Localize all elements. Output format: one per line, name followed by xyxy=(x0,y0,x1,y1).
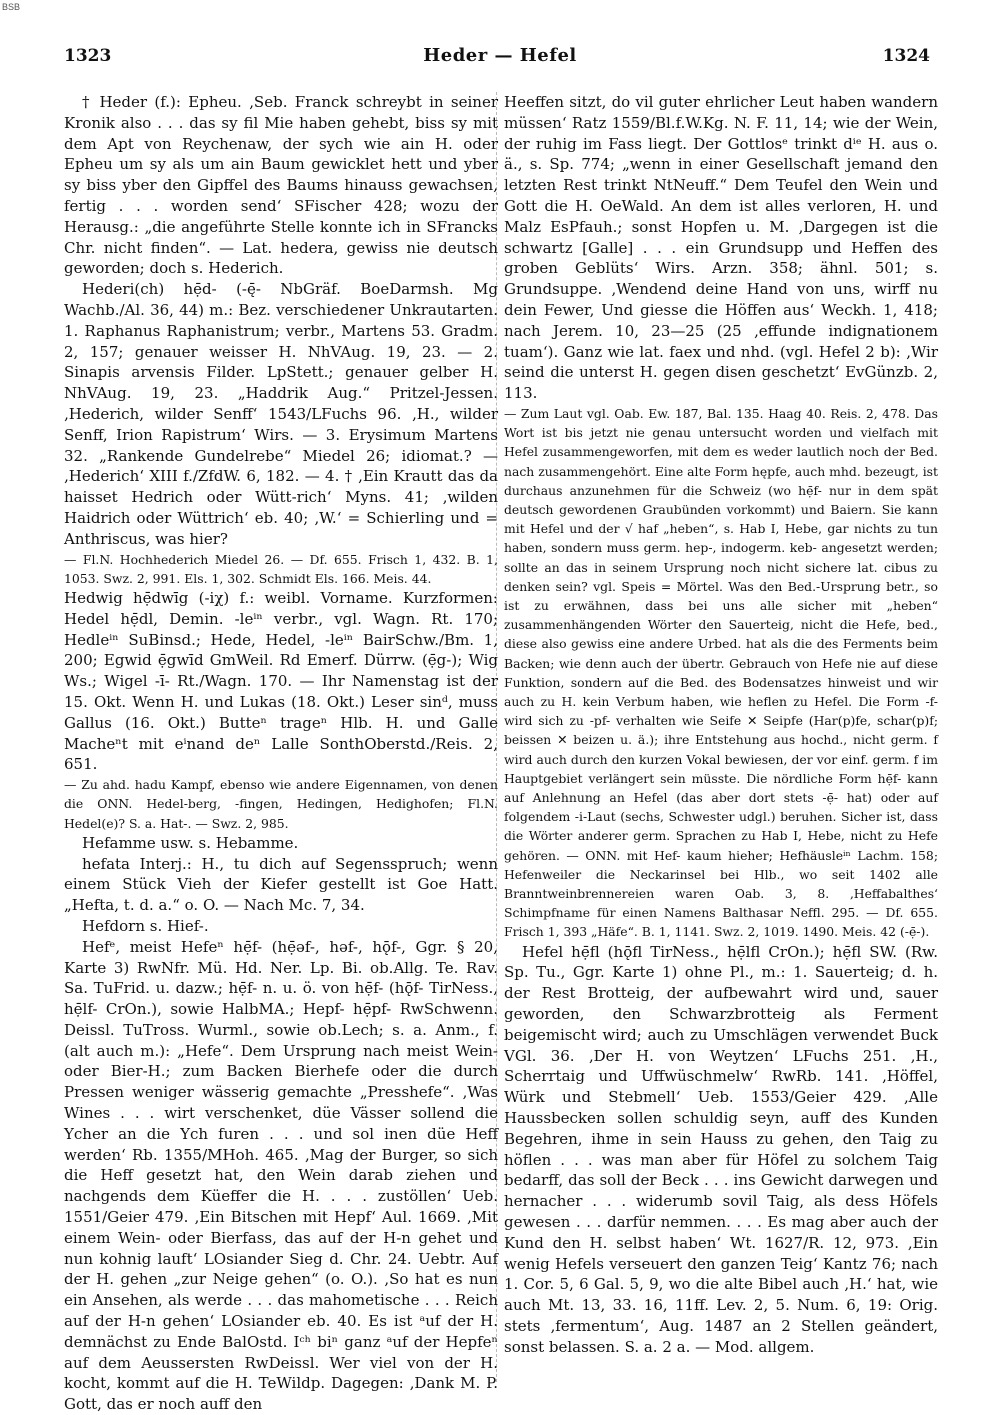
entry-hedwig: Hedwig hẹ̄dwīg (-iχ) f.: weibl. Vorname. Kurzformen: Hedel hẹ̄dl, Demin. -leⁱⁿ verbr., vgl. Wagn. Rt. 170; Hedleⁱⁿ SuBinsd.; Hede, Hedel, -leⁱⁿ BairSchw./Bm. 1, 200; Egwid ẹ̄gwīd GmWeil. Rd Emerf. Dürrw. (ẹ̄g-); Wig Ws.; Wigel -ī- Rt./Wagn. 170. — Ihr Namenstag ist der 15. Okt. Wenn H. und Lukas (18. Okt.) Leser sinᵈ, muss Gallus (16. Okt.) Butteⁿ trageⁿ Hlb. H. und Galle Macheⁿt mit eⁱnand deⁿ Lalle SonthOberstd./Reis. 2, 651. xyxy=(64,588,498,774)
entry-hefe: Hefᵉ, meist Hefeⁿ hẹ̄f- (hẹ̄əf-, həf-, hǭf-, Ggr. § 20, Karte 3) RwNfr. Mü. Hd. Ner. Lp. Bi. ob.Allg. Te. Rav. Sa. TuFrid. u. dazw.; hẹ̄f- n. u. ö. von hẹ̄f- (hǭf- TirNess., hẹ̄lf- CrOn.), sowie HalbMA.; Hepf- hẹ̄pf- RwSchwenn. Deissl. TuTross. Wurml., sowie ob.Lech; s. a. Anm., f. (alt auch m.): „Hefe“. Dem Ursprung nach meist Wein- oder Bier-H.; zum Backen Bierhefe oder die durch Pressen weniger wässerig gemachte „Presshefe“. ‚Was Wines . . . wirt verschenket, düe Vässer sollend die Ycher an die Ych furen . . . und sol inen düe Heff werden‘ Rb. 1355/MHoh. 465. ‚Mag der Burger, so sich die Heff gesetzt hat, den Wein darab ziehen und nachgends dem Küeffer die H. . . . zustöllen‘ Ueb. 1551/Geier 479. ‚Ein Bitschen mit Hepf‘ Aul. 1669. ‚Mit einem Wein- oder Bierfass, das auf der H-n gehet und nun kohnig lauft‘ LOsiander Sieg d. Chr. 24. Uebtr. Auf der H. gehen „zur Neige gehen“ (o. O.). ‚So hat es nun ein Ansehen, als werde . . . das mahometische . . . Reich auf der H-n gehen‘ LOsiander eb. 40. Es ist ᵃuf der H. demnächst zu Ende BalOstd. Iᶜʰ biⁿ ganz ᵃuf der Hepfeⁿ auf dem Aeussersten RwDeissl. Wer viel von der H. kocht, kommt auf die H. TeWildp. Dagegen: ‚Dank M. P. Gott, das er noch auff den xyxy=(64,937,498,1414)
entry-hefel: Hefel hẹ̄fl (hǭfl TirNess., hẹ̄lfl CrOn.); hẹ̄fl SW. (Rw. Sp. Tu., Ggr. Karte 1) ohne Pl., m.: 1. Sauerteig; d. h. der Rest Brotteig, der aufbewahrt wird und, sauer geworden, den Schwarzbrotteig als Ferment beigemischt wird; auch zu Umschlägen verwendet Buck VGl. 36. ‚Der H. von Weytzen‘ LFuchs 251. ‚H., Scherrtaig und Uffwüschmelw‘ RwRb. 141. ‚Höffel, Würk und Stebmell‘ Ueb. 1553/Geier 429. ‚Alle Haussbecken sollen schuldig seyn, auff des Kunden Begehren, ihme in sein Hauss zu gehen, den Taig zu höflen . . . was man aber für Höfel zu solchem Taig bedarff, das soll der Beck . . . ins Gewicht darwegen und hernacher . . . widerumb sovil Taig, als dess Höfels gewesen . . . darfür nemmen. . . . Es mag aber auch der Kund den H. selbst haben‘ Wt. 1627/R. 12, 973. ‚Ein wenig Hefels verseuert den ganzen Teig‘ Kantz 76; nach 1. Cor. 5, 6 Gal. 5, 9, wo die alte Bibel auch ‚H.‘ hat, wie auch Mt. 13, 33. 16, 11ff. Lev. 2, 5. Num. 6, 19: Orig. stets ‚fermentum‘, Aug. 1487 an 2 Stellen geändert, sonst belassen. S. a. 2 a. — Mod. allgem. xyxy=(504,942,938,1356)
entry-hefata: hefata Interj.: H., tu dich auf Segensspruch; wenn einem Stück Vieh der Kiefer gestellt ist Goe Hatt. „Hefta, t. d. a.“ o. O. — Nach Mc. 7, 34. xyxy=(64,854,498,915)
running-head: Heder — Hefel xyxy=(423,45,577,66)
left-column xyxy=(64,92,498,1414)
entry-hefamme: Hefamme usw. s. Hebamme. xyxy=(82,833,299,852)
page-number-right: 1324 xyxy=(882,46,930,66)
entry-hefe-continued: Heeffen sitzt, do vil guter ehrlicher Leut haben wandern müssen‘ Ratz 1559/Bl.f.W.Kg. N. F. 11, 14; wie der Wein, der ruhig im Fass liegt. Der Gottlosᵉ trinkt dⁱᵉ H. aus o. ä., s. Sp. 774; „wenn in einer Gesellschaft jemand den letzten Rest trinkt NtNeuff.“ Dem Teufel den Wein und Gott die H. OeWald. An dem ist alles verloren, H. und Malz EsPfauh.; sonst Hopfen u. M. ‚Dargegen ist die schwartz [Galle] . . . ein Grundsupp und Heffen des groben Geblüts‘ Wirs. Arzn. 358; ähnl. 501; s. Grundsuppe. ‚Wendend deine Hand von uns, wirff nu dein Fewer, Und giesse die Höffen aus‘ Weckh. 1, 418; nach Jerem. 10, 23—25 (25 ‚effunde indignationem tuam‘). Ganz wie lat. faex und nhd. (vgl. Hefel 2 b): ‚Wir seind die unterst H. gegen disen geschetzt‘ EvGünzb. 2, 113. xyxy=(504,93,938,403)
note-hederich: — Fl.N. Hochhederich Miedel 26. — Df. 655. Frisch 1, 432. B. 1, 1053. Swz. 2, 991. Els. 1, 302. Schmidt Els. 166. Meis. 44. xyxy=(64,551,498,586)
page-number-left: 1323 xyxy=(64,46,112,66)
entry-hefdorn: Hefdorn s. Hief-. xyxy=(82,916,209,935)
entry-heder: † Heder (f.): Epheu. ‚Seb. Franck schreybt in seiner Kronik also . . . das sy fil Mie haben gehebt, biss sy mit dem Apt von Reychenaw, der sych wie ain H. oder Epheu um sy als um ain Baum gewicklet hett und yber sy biss yber den Gipffel des Baums hinauss gewachsen, fertig . . . worden send‘ SFischer 428; wozu der Herausg.: „die angeführte Stelle konnte ich in SFrancks Chr. nicht finden“. — Lat. hedera, gewiss nie deutsch geworden; doch s. Hederich. xyxy=(64,93,498,278)
library-stamp: BSB xyxy=(2,2,21,12)
note-hefe: — Zum Laut vgl. Oab. Ew. 187, Bal. 135. Haag 40. Reis. 2, 478. Das Wort ist bis jetzt nie genau untersucht worden und vielfach mit Hefel zusammengeworfen, mit dem es weder lautlich noch der Bed. nach zusammengehört. Eine alte Form hępfe, auch mhd. bezeugt, ist durchaus anzunehmen für die Schweiz (wo hẹ̄f- nur in dem spät deutsch gewordenen Graubünden vorkommt) und Baiern. Sie kann mit Hefel und der √ haf „heben“, s. Hab I, Hebe, gar nichts zu tun haben, sondern muss germ. hep-, indogerm. keb- angesetzt werden; sollte an das in seinem Ursprung noch nicht sichere lat. cibus zu denken sein? vgl. Speis = Mörtel. Was den Bed.-Ursprung betr., so ist zu erwähnen, dass bei uns alle sicher mit „heben“ zusammenhängenden Wörter den Sauerteig, nicht die Hefe, bed., diese also gewiss eine andere Urbed. hat als die des Ferments beim Backen; wie denn auch der übertr. Gebrauch von Hefe nie auf diese Funktion, sondern auf die Bed. des Bodensatzes hinweist und wir auch zu H. kein Verbum haben, wie heflen zu Hefel. Die Form -f- wird sich zu -pf- verhalten wie Seife ✕ Seipfe (Har(p)fe, schar(p)f; beissen ✕ beizen u. ä.); ihre Entstehung aus hochd., nicht germ. f wird auch durch den kurzen Vokal bewiesen, der vor einf. germ. f im Hauptgebiet verlängert sein müsste. Die nördliche Form hẹ̄f- kann auf Anlehnung an Hefel (das aber dort stets -ẹ̄- hat) oder auf folgendem -i-Laut (sechs, Schwester udgl.) beruhen. Sicher ist, dass die Wörter anderer germ. Sprachen zu Hab I, Hebe, nicht zu Hefe gehören. — ONN. mit Hef- kaum hieher; Hefhäusleⁱⁿ Lachm. 158; Hefenweiler die Neckarinsel bei Hlb., wo seit 1402 alle Branntweinbrennereien waren Oab. 3, 8. ‚Heffabalthes‘ Schimpfname für einen Namens Balthasar Neffl. 295. — Df. 655. Frisch 1, 393 „Häfe“. B. 1, 1141. Swz. 2, 1019. 1490. Meis. 42 (-ẹ̄-). xyxy=(504,405,938,940)
note-hedwig: — Zu ahd. hadu Kampf, ebenso wie andere Eigennamen, von denen die ONN. Hedel-berg, -fingen, Hedingen, Hedighofen; Fl.N. Hedel(e)? S. a. Hat-. — Swz. 2, 985. xyxy=(64,777,498,831)
entry-hederich: Hederi(ch) hẹ̄d- (-ę̄- NbGräf. BoeDarmsh. Mg Wachb./Al. 36, 44) m.: Bez. verschiedener Unkrautarten. 1. Raphanus Raphanistrum; verbr., Martens 53. Gradm. 2, 157; genauer weisser H. NhVAug. 19, 23. — 2. Sinapis arvensis Filder. LpStett.; genauer gelber H. NhVAug. 19, 23. „Haddrik Aug.“ Pritzel-Jessen. ‚Hederich, wilder Senff‘ 1543/LFuchs 96. ‚H., wilder Senff, Irion Rapistrum‘ Wirs. — 3. Erysimum Martens 32. „Rankende Gundelrebe“ Miedel 26; idiomat.? — ‚Hederich‘ XIII f./ZfdW. 6, 182. — 4. † ‚Ein Krautt das da haisset Hedrich oder Wütt-rich‘ Myns. 41; ‚wilden Haidrich oder Wüttrich‘ eb. 40; ‚W.‘ = Schierling und = Anthriscus, was hier? xyxy=(64,280,498,548)
right-column xyxy=(504,92,938,1382)
